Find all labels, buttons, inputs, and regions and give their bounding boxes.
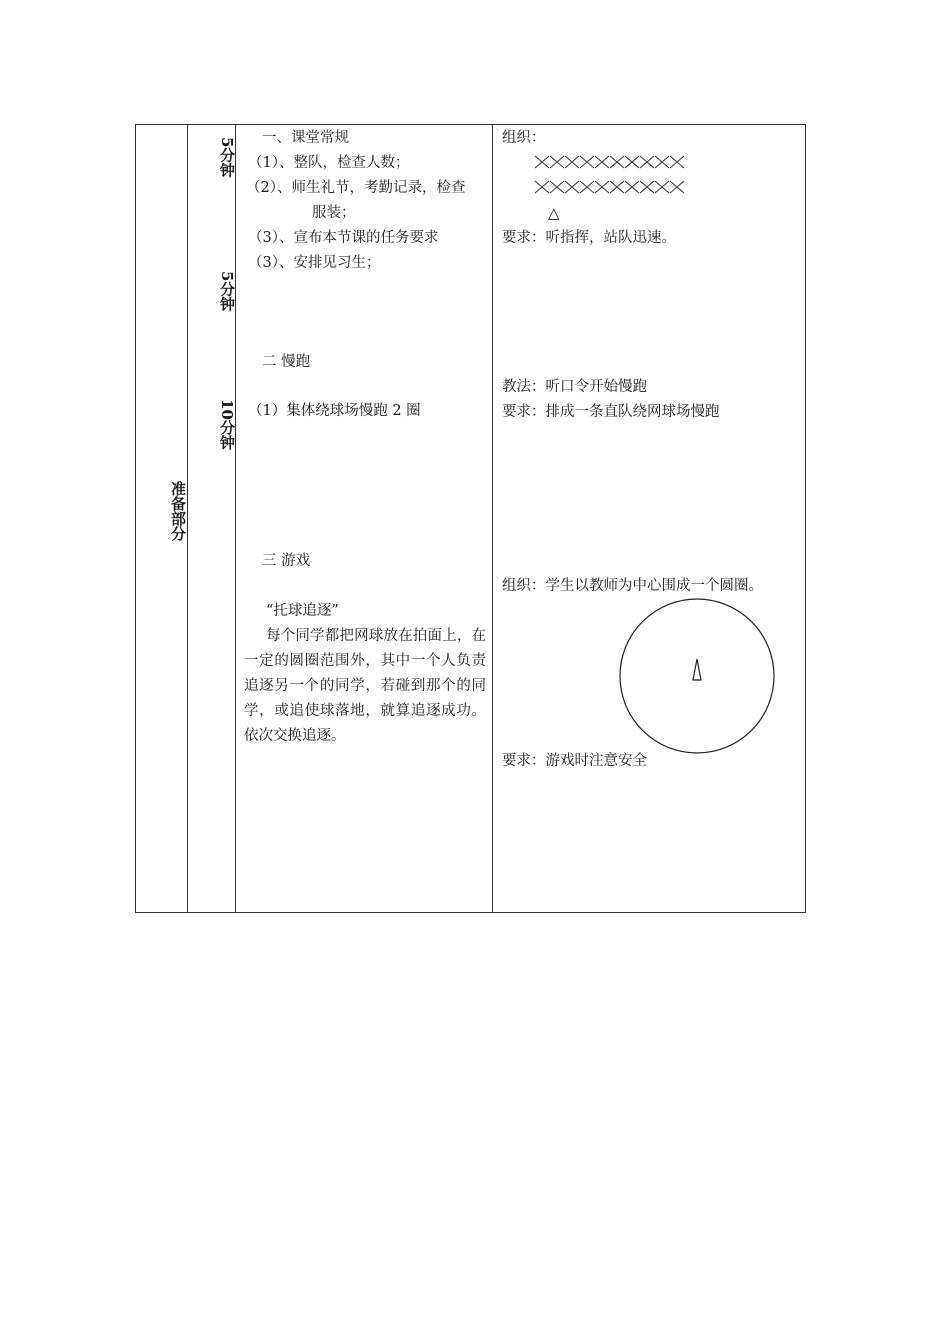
part1-item: （3）、安排见习生； bbox=[248, 255, 381, 271]
requirement-text: 要求：听指挥，站队迅速。 bbox=[502, 230, 676, 246]
requirement-text: 要求：排成一条直队绕网球场慢跑 bbox=[502, 404, 720, 420]
duration-label: 5分钟 bbox=[218, 271, 236, 312]
part3-title: 三 游戏 bbox=[262, 553, 311, 569]
part1-title: 一、课堂常规 bbox=[262, 130, 349, 146]
column-divider bbox=[235, 125, 236, 912]
game-name: “托球追逐” bbox=[266, 603, 339, 619]
circle-icon bbox=[620, 599, 774, 753]
lesson-plan-table bbox=[135, 124, 806, 913]
student-x-icon bbox=[535, 181, 549, 193]
section-label: 准备部分 bbox=[169, 481, 187, 541]
part1-item: （1）、整队，检查人数； bbox=[248, 155, 410, 171]
student-x-icon bbox=[610, 181, 624, 193]
part2-title: 二 慢跑 bbox=[262, 354, 311, 370]
student-x-icon bbox=[550, 156, 564, 168]
student-x-icon bbox=[565, 156, 579, 168]
student-x-icon bbox=[580, 181, 594, 193]
column-divider bbox=[492, 125, 493, 912]
requirement-text: 要求：游戏时注意安全 bbox=[502, 753, 647, 769]
game-description: 每个同学都把网球放在拍面上，在一定的圆圈范围外，其中一个人负责追逐另一个的同学，若碰到那个的同学，或追使球落地，就算追逐成功。依次交换追逐。 bbox=[244, 628, 486, 744]
part1-item: 服装； bbox=[312, 205, 356, 221]
student-x-icon bbox=[640, 156, 654, 168]
student-row-formation bbox=[534, 180, 686, 194]
teacher-marker-icon bbox=[693, 659, 701, 680]
part1-item: （3）、宣布本节课的任务要求 bbox=[248, 230, 439, 246]
student-x-icon bbox=[565, 181, 579, 193]
part1-item: （2）、师生礼节，考勤记录，检查 bbox=[246, 180, 466, 196]
student-x-icon bbox=[670, 156, 684, 168]
organization-label: 组织： bbox=[502, 130, 546, 146]
organization-text: 组织：学生以教师为中心围成一个圆圈。 bbox=[502, 578, 763, 594]
student-x-icon bbox=[595, 181, 609, 193]
teacher-triangle-icon: △ bbox=[548, 204, 560, 222]
student-x-icon bbox=[655, 156, 669, 168]
student-x-icon bbox=[595, 156, 609, 168]
student-x-icon bbox=[580, 156, 594, 168]
student-x-icon bbox=[610, 156, 624, 168]
part2-item: （1）集体绕球场慢跑 2 圈 bbox=[248, 403, 421, 419]
student-x-icon bbox=[655, 181, 669, 193]
student-x-icon bbox=[625, 156, 639, 168]
student-x-icon bbox=[550, 181, 564, 193]
duration-label: 10分钟 bbox=[218, 399, 236, 450]
duration-label: 5分钟 bbox=[218, 137, 236, 178]
circle-formation-diagram bbox=[618, 596, 778, 758]
student-row-formation bbox=[534, 155, 686, 169]
student-x-icon bbox=[640, 181, 654, 193]
student-x-icon bbox=[670, 181, 684, 193]
teaching-method: 教法：听口令开始慢跑 bbox=[502, 379, 647, 395]
student-x-icon bbox=[625, 181, 639, 193]
student-x-icon bbox=[535, 156, 549, 168]
